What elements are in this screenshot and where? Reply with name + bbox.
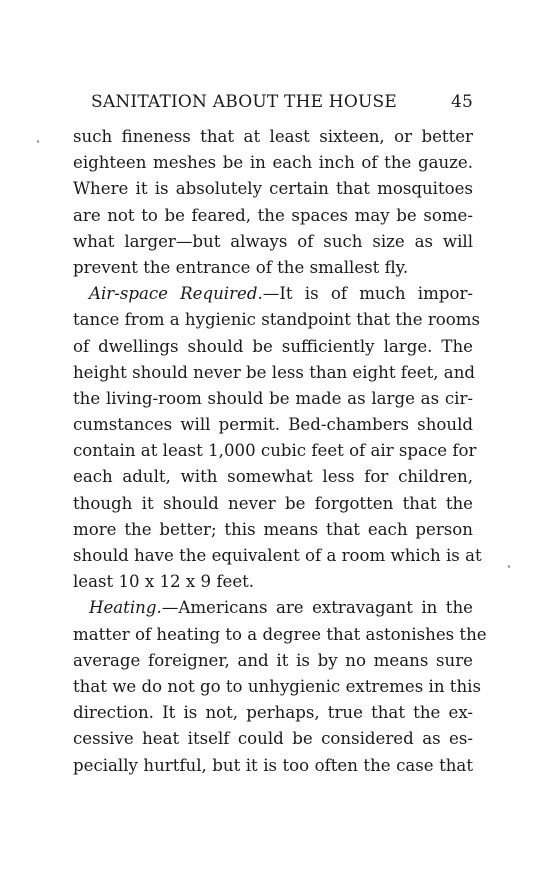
text-line: prevent the entrance of the smallest fly. <box>73 257 409 277</box>
text-line: though it should never be forgotten that the <box>73 493 473 513</box>
paper-speck <box>37 140 39 143</box>
text-line: what larger—but always of such size as will <box>73 231 473 251</box>
text-line: tance from a hygienic standpoint that the rooms <box>73 310 480 330</box>
text-line: matter of heating to a degree that astonishes the <box>73 624 487 644</box>
section-heading-line: Heating.—Americans are extravagant in the <box>89 598 473 618</box>
text-line: should have the equivalent of a room which is at <box>73 546 482 565</box>
text-line: the living-room should be made as large as cir- <box>73 388 473 408</box>
text-line: eighteen meshes be in each inch of the gauze. <box>73 153 473 173</box>
text-line: cumstances will permit. Bed-chambers should <box>73 415 473 435</box>
running-head <box>91 92 473 116</box>
section-heading-heating: Heating. <box>89 598 162 618</box>
text-line: Where it is absolutely certain that mosquitoes <box>73 179 473 199</box>
paper-speck <box>508 565 510 568</box>
text-line: that we do not go to unhygienic extremes in this <box>73 676 481 696</box>
text-line: cessive heat itself could be considered as es- <box>73 729 473 749</box>
text-line: more the better; this means that each person <box>73 519 473 539</box>
text-line: average foreigner, and it is by no means sure <box>73 650 473 670</box>
section-heading-air-space: Air-space Required. <box>89 284 263 304</box>
text-line: each adult, with somewhat less for children, <box>73 467 473 487</box>
running-head-title: SANITATION ABOUT THE HOUSE <box>91 92 397 112</box>
text-line: are not to be feared, the spaces may be some- <box>73 205 473 225</box>
body-text <box>73 124 487 779</box>
text-line: such fineness that at least sixteen, or better <box>73 127 473 146</box>
text-line: height should never be less than eight feet, and <box>73 362 476 382</box>
text-line: least 10 x 12 x 9 feet. <box>73 572 255 592</box>
text-line: of dwellings should be sufficiently large. The <box>73 336 473 356</box>
section-heading-line: Air-space Required.—It is of much impor- <box>89 284 473 304</box>
text-line: contain at least 1,000 cubic feet of air space for <box>73 441 477 461</box>
text-line: pecially hurtful, but it is too often the case that <box>73 755 473 775</box>
page-number: 45 <box>450 92 473 112</box>
text-line: direction. It is not, perhaps, true that the ex- <box>73 703 473 723</box>
